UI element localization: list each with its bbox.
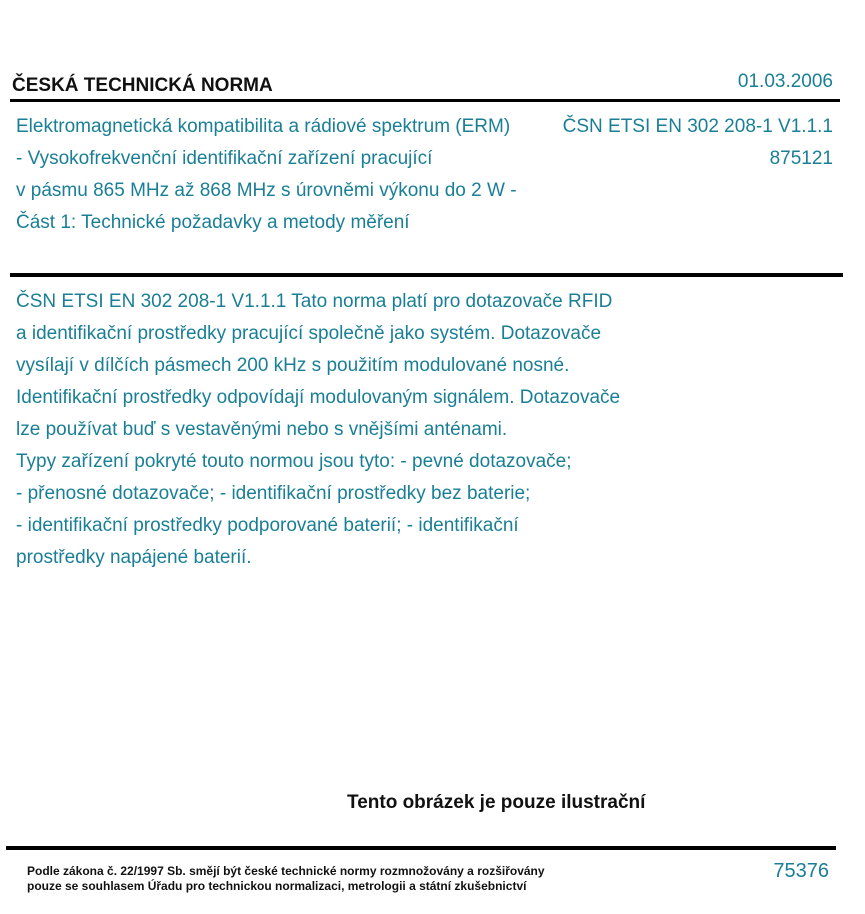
title-line-2: - Vysokofrekvenční identifikační zařízení pracující (16, 148, 433, 169)
body-line: lze používat buď s vestavěnými nebo s vnějšími anténami. (16, 419, 508, 440)
title-line-1: Elektromagnetická kompatibilita a rádiové spektrum (ERM) (16, 116, 511, 137)
catalog-number: 875121 (769, 148, 833, 169)
document-heading: ČESKÁ TECHNICKÁ NORMA (12, 75, 273, 96)
standard-code: ČSN ETSI EN 302 208-1 V1.1.1 (562, 116, 833, 137)
body-line: Identifikační prostředky odpovídají modulovaným signálem. Dotazovače (16, 387, 621, 408)
body-line: a identifikační prostředky pracující společně jako systém. Dotazovače (16, 323, 602, 344)
footer-number: 75376 (773, 860, 829, 882)
issue-date: 01.03.2006 (737, 71, 833, 92)
body-line: ČSN ETSI EN 302 208-1 V1.1.1 Tato norma platí pro dotazovače RFID (16, 291, 613, 312)
title-line-4: Část 1: Technické požadavky a metody měření (16, 212, 410, 233)
body-line: prostředky napájené baterií. (16, 547, 252, 568)
body-line: vysílají v dílčích pásmech 200 kHz s použitím modulované nosné. (16, 355, 570, 376)
header-rule (10, 99, 840, 102)
body-line: - přenosné dotazovače; - identifikační prostředky bez baterie; (16, 483, 531, 504)
legal-notice-line-2: pouze se souhlasem Úřadu pro technickou normalizaci, metrologii a státní zkušebnictví (27, 879, 527, 893)
title-line-3: v pásmu 865 MHz až 868 MHz s úrovněmi výkonu do 2 W - (16, 180, 517, 201)
body-line: Typy zařízení pokryté touto normou jsou tyto: - pevné dotazovače; (16, 451, 572, 472)
legal-notice-line-1: Podle zákona č. 22/1997 Sb. smějí být české technické normy rozmnožovány a rozšiřovány (27, 864, 545, 878)
body-line: - identifikační prostředky podporované baterií; - identifikační (16, 515, 519, 536)
footer-rule (6, 846, 836, 850)
illustration-note: Tento obrázek je pouze ilustrační (347, 792, 646, 813)
title-rule (10, 273, 843, 277)
